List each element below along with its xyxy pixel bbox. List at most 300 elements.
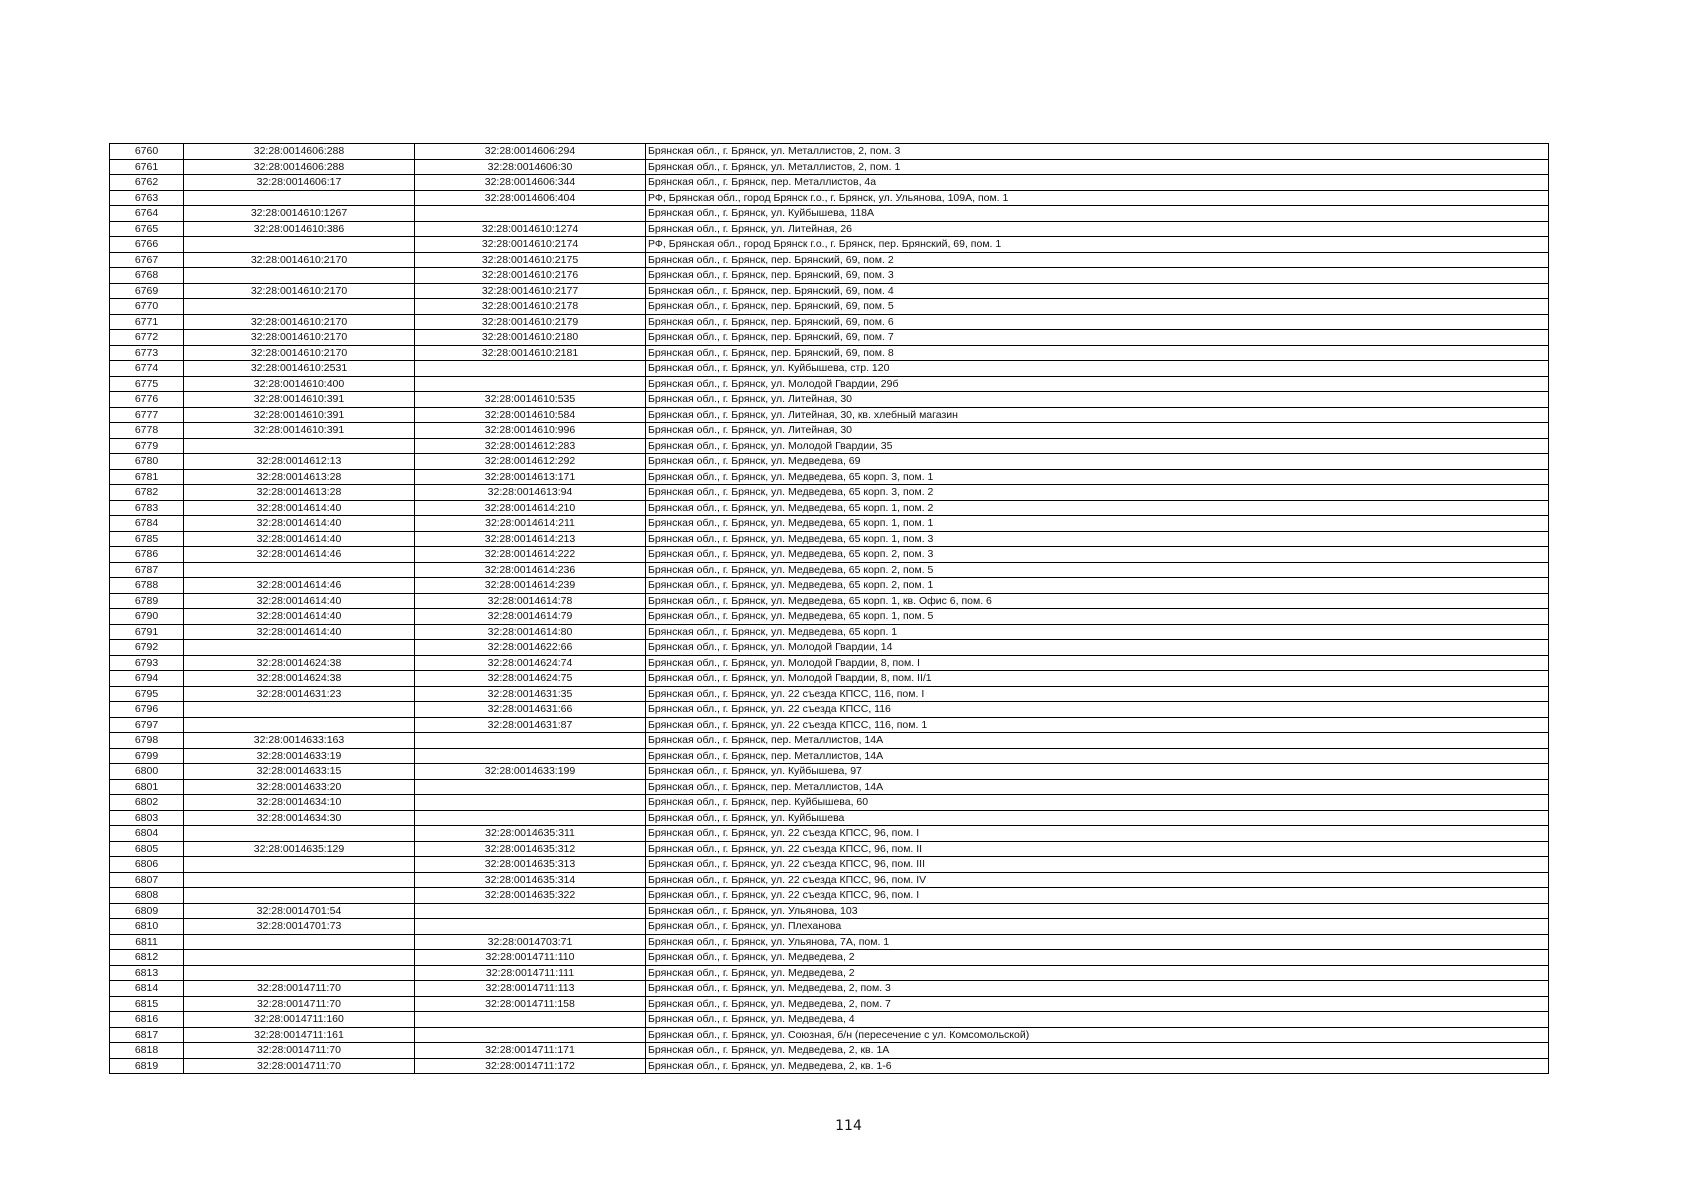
property-number-cell: 32:28:0014610:1274 (415, 221, 646, 237)
table-row (110, 206, 1549, 222)
row-number-cell: 6766 (110, 237, 184, 253)
land-parcel-number-cell: 32:28:0014614:40 (184, 609, 415, 625)
table-row (110, 221, 1549, 237)
address-cell: Брянская обл., г. Брянск, ул. Союзная, б/н (пересечение с ул. Комсомольской) (646, 1027, 1549, 1043)
table-row (110, 795, 1549, 811)
address-cell: Брянская обл., г. Брянск, пер. Металлистов, 14А (646, 748, 1549, 764)
property-number-cell: 32:28:0014606:30 (415, 159, 646, 175)
address-cell: Брянская обл., г. Брянск, пер. Металлистов, 14А (646, 733, 1549, 749)
row-number-cell: 6815 (110, 996, 184, 1012)
table-body (110, 144, 1549, 1074)
property-number-cell: 32:28:0014711:111 (415, 965, 646, 981)
property-number-cell: 32:28:0014711:158 (415, 996, 646, 1012)
property-number-cell: 32:28:0014614:236 (415, 562, 646, 578)
address-cell: Брянская обл., г. Брянск, ул. Медведева, 65 корп. 2, пом. 5 (646, 562, 1549, 578)
property-number-cell: 32:28:0014612:292 (415, 454, 646, 470)
table-row (110, 965, 1549, 981)
land-parcel-number-cell: 32:28:0014633:15 (184, 764, 415, 780)
address-cell: Брянская обл., г. Брянск, ул. Металлистов, 2, пом. 3 (646, 144, 1549, 160)
property-number-cell: 32:28:0014606:294 (415, 144, 646, 160)
row-number-cell: 6795 (110, 686, 184, 702)
row-number-cell: 6786 (110, 547, 184, 563)
table-row (110, 485, 1549, 501)
row-number-cell: 6796 (110, 702, 184, 718)
land-parcel-number-cell (184, 438, 415, 454)
table-row (110, 950, 1549, 966)
row-number-cell: 6762 (110, 175, 184, 191)
land-parcel-number-cell: 32:28:0014634:30 (184, 810, 415, 826)
row-number-cell: 6761 (110, 159, 184, 175)
property-number-cell (415, 903, 646, 919)
address-cell: Брянская обл., г. Брянск, ул. Медведева, 2, кв. 1А (646, 1043, 1549, 1059)
address-cell: Брянская обл., г. Брянск, пер. Брянский, 69, пом. 2 (646, 252, 1549, 268)
table-row (110, 469, 1549, 485)
row-number-cell: 6765 (110, 221, 184, 237)
address-cell: Брянская обл., г. Брянск, ул. Плеханова (646, 919, 1549, 935)
address-cell: Брянская обл., г. Брянск, ул. Куйбышева, 118А (646, 206, 1549, 222)
address-cell: Брянская обл., г. Брянск, ул. Металлистов, 2, пом. 1 (646, 159, 1549, 175)
table-row (110, 1043, 1549, 1059)
property-number-cell: 32:28:0014711:171 (415, 1043, 646, 1059)
address-cell: Брянская обл., г. Брянск, ул. 22 съезда КПСС, 96, пом. IV (646, 872, 1549, 888)
cadastral-registry-table (109, 143, 1549, 1074)
property-number-cell: 32:28:0014711:110 (415, 950, 646, 966)
table-row (110, 888, 1549, 904)
address-cell: Брянская обл., г. Брянск, ул. 22 съезда КПСС, 96, пом. I (646, 888, 1549, 904)
address-cell: Брянская обл., г. Брянск, ул. Медведева, 2 (646, 950, 1549, 966)
address-cell: РФ, Брянская обл., город Брянск г.о., г. Брянск, пер. Брянский, 69, пом. 1 (646, 237, 1549, 253)
table-row (110, 345, 1549, 361)
property-number-cell: 32:28:0014610:996 (415, 423, 646, 439)
address-cell: РФ, Брянская обл., город Брянск г.о., г. Брянск, ул. Ульянова, 109А, пом. 1 (646, 190, 1549, 206)
table-row (110, 671, 1549, 687)
land-parcel-number-cell: 32:28:0014633:19 (184, 748, 415, 764)
row-number-cell: 6789 (110, 593, 184, 609)
table-row (110, 919, 1549, 935)
property-number-cell (415, 376, 646, 392)
page-number: 114 (835, 1118, 862, 1134)
address-cell: Брянская обл., г. Брянск, ул. Молодой Гвардии, 35 (646, 438, 1549, 454)
row-number-cell: 6774 (110, 361, 184, 377)
table-row (110, 252, 1549, 268)
row-number-cell: 6818 (110, 1043, 184, 1059)
property-number-cell: 32:28:0014610:2180 (415, 330, 646, 346)
property-number-cell: 32:28:0014635:313 (415, 857, 646, 873)
table-row (110, 376, 1549, 392)
property-number-cell: 32:28:0014606:344 (415, 175, 646, 191)
table-row (110, 903, 1549, 919)
row-number-cell: 6769 (110, 283, 184, 299)
table-row (110, 423, 1549, 439)
row-number-cell: 6803 (110, 810, 184, 826)
land-parcel-number-cell (184, 237, 415, 253)
row-number-cell: 6790 (110, 609, 184, 625)
land-parcel-number-cell: 32:28:0014701:73 (184, 919, 415, 935)
land-parcel-number-cell: 32:28:0014610:2531 (184, 361, 415, 377)
row-number-cell: 6780 (110, 454, 184, 470)
row-number-cell: 6777 (110, 407, 184, 423)
table-row (110, 190, 1549, 206)
row-number-cell: 6764 (110, 206, 184, 222)
row-number-cell: 6816 (110, 1012, 184, 1028)
property-number-cell: 32:28:0014613:171 (415, 469, 646, 485)
table-row (110, 1027, 1549, 1043)
address-cell: Брянская обл., г. Брянск, ул. Ульянова, 7А, пом. 1 (646, 934, 1549, 950)
row-number-cell: 6770 (110, 299, 184, 315)
land-parcel-number-cell: 32:28:0014610:2170 (184, 252, 415, 268)
row-number-cell: 6794 (110, 671, 184, 687)
table-row (110, 872, 1549, 888)
address-cell: Брянская обл., г. Брянск, ул. 22 съезда КПСС, 116 (646, 702, 1549, 718)
land-parcel-number-cell: 32:28:0014711:70 (184, 1043, 415, 1059)
row-number-cell: 6800 (110, 764, 184, 780)
table-row (110, 981, 1549, 997)
land-parcel-number-cell: 32:28:0014701:54 (184, 903, 415, 919)
address-cell: Брянская обл., г. Брянск, ул. Медведева, 65 корп. 1, кв. Офис 6, пом. 6 (646, 593, 1549, 609)
address-cell: Брянская обл., г. Брянск, ул. Медведева, 65 корп. 3, пом. 2 (646, 485, 1549, 501)
row-number-cell: 6805 (110, 841, 184, 857)
table-row (110, 810, 1549, 826)
land-parcel-number-cell: 32:28:0014606:288 (184, 144, 415, 160)
address-cell: Брянская обл., г. Брянск, ул. Медведева, 65 корп. 1, пом. 3 (646, 531, 1549, 547)
land-parcel-number-cell (184, 190, 415, 206)
land-parcel-number-cell: 32:28:0014610:2170 (184, 330, 415, 346)
land-parcel-number-cell: 32:28:0014614:40 (184, 593, 415, 609)
row-number-cell: 6804 (110, 826, 184, 842)
table-row (110, 531, 1549, 547)
property-number-cell: 32:28:0014610:2174 (415, 237, 646, 253)
land-parcel-number-cell (184, 965, 415, 981)
property-number-cell (415, 206, 646, 222)
table-row (110, 624, 1549, 640)
land-parcel-number-cell: 32:28:0014614:46 (184, 547, 415, 563)
property-number-cell: 32:28:0014631:87 (415, 717, 646, 733)
property-number-cell: 32:28:0014612:283 (415, 438, 646, 454)
property-number-cell (415, 1027, 646, 1043)
land-parcel-number-cell: 32:28:0014634:10 (184, 795, 415, 811)
table-row (110, 593, 1549, 609)
table-row (110, 392, 1549, 408)
address-cell: Брянская обл., г. Брянск, ул. Медведева, 2, пом. 7 (646, 996, 1549, 1012)
property-number-cell: 32:28:0014703:71 (415, 934, 646, 950)
address-cell: Брянская обл., г. Брянск, ул. 22 съезда КПСС, 96, пом. II (646, 841, 1549, 857)
row-number-cell: 6781 (110, 469, 184, 485)
land-parcel-number-cell: 32:28:0014711:70 (184, 981, 415, 997)
address-cell: Брянская обл., г. Брянск, ул. Молодой Гвардии, 14 (646, 640, 1549, 656)
table-row (110, 547, 1549, 563)
address-cell: Брянская обл., г. Брянск, ул. Литейная, 30, кв. хлебный магазин (646, 407, 1549, 423)
row-number-cell: 6772 (110, 330, 184, 346)
row-number-cell: 6775 (110, 376, 184, 392)
address-cell: Брянская обл., г. Брянск, ул. Литейная, 26 (646, 221, 1549, 237)
address-cell: Брянская обл., г. Брянск, ул. Молодой Гвардии, 8, пом. I (646, 655, 1549, 671)
row-number-cell: 6778 (110, 423, 184, 439)
property-number-cell (415, 733, 646, 749)
address-cell: Брянская обл., г. Брянск, ул. 22 съезда КПСС, 96, пом. III (646, 857, 1549, 873)
row-number-cell: 6779 (110, 438, 184, 454)
row-number-cell: 6782 (110, 485, 184, 501)
row-number-cell: 6806 (110, 857, 184, 873)
property-number-cell (415, 1012, 646, 1028)
row-number-cell: 6783 (110, 500, 184, 516)
property-number-cell: 32:28:0014614:222 (415, 547, 646, 563)
property-number-cell: 32:28:0014610:2181 (415, 345, 646, 361)
property-number-cell: 32:28:0014624:74 (415, 655, 646, 671)
property-number-cell: 32:28:0014614:80 (415, 624, 646, 640)
land-parcel-number-cell: 32:28:0014711:70 (184, 996, 415, 1012)
row-number-cell: 6768 (110, 268, 184, 284)
property-number-cell: 32:28:0014631:66 (415, 702, 646, 718)
land-parcel-number-cell: 32:28:0014610:2170 (184, 314, 415, 330)
land-parcel-number-cell (184, 888, 415, 904)
address-cell: Брянская обл., г. Брянск, ул. Медведева, 69 (646, 454, 1549, 470)
table-row (110, 1012, 1549, 1028)
property-number-cell: 32:28:0014614:213 (415, 531, 646, 547)
row-number-cell: 6791 (110, 624, 184, 640)
land-parcel-number-cell (184, 950, 415, 966)
table-row (110, 330, 1549, 346)
land-parcel-number-cell: 32:28:0014610:2170 (184, 345, 415, 361)
table-row (110, 159, 1549, 175)
row-number-cell: 6812 (110, 950, 184, 966)
address-cell: Брянская обл., г. Брянск, ул. 22 съезда КПСС, 116, пом. I (646, 686, 1549, 702)
land-parcel-number-cell (184, 562, 415, 578)
row-number-cell: 6797 (110, 717, 184, 733)
land-parcel-number-cell (184, 299, 415, 315)
property-number-cell: 32:28:0014622:66 (415, 640, 646, 656)
table-row (110, 268, 1549, 284)
land-parcel-number-cell: 32:28:0014711:160 (184, 1012, 415, 1028)
address-cell: Брянская обл., г. Брянск, ул. Куйбышева, стр. 120 (646, 361, 1549, 377)
row-number-cell: 6792 (110, 640, 184, 656)
row-number-cell: 6814 (110, 981, 184, 997)
address-cell: Брянская обл., г. Брянск, пер. Брянский, 69, пом. 5 (646, 299, 1549, 315)
land-parcel-number-cell: 32:28:0014711:70 (184, 1058, 415, 1074)
property-number-cell: 32:28:0014614:239 (415, 578, 646, 594)
row-number-cell: 6793 (110, 655, 184, 671)
address-cell: Брянская обл., г. Брянск, пер. Металлистов, 4а (646, 175, 1549, 191)
address-cell: Брянская обл., г. Брянск, пер. Брянский, 69, пом. 3 (646, 268, 1549, 284)
address-cell: Брянская обл., г. Брянск, ул. Литейная, 30 (646, 392, 1549, 408)
address-cell: Брянская обл., г. Брянск, ул. Медведева, 65 корп. 2, пом. 3 (646, 547, 1549, 563)
row-number-cell: 6813 (110, 965, 184, 981)
table-row (110, 407, 1549, 423)
property-number-cell: 32:28:0014610:2177 (415, 283, 646, 299)
row-number-cell: 6763 (110, 190, 184, 206)
land-parcel-number-cell: 32:28:0014610:2170 (184, 283, 415, 299)
land-parcel-number-cell (184, 857, 415, 873)
land-parcel-number-cell: 32:28:0014614:40 (184, 531, 415, 547)
land-parcel-number-cell (184, 640, 415, 656)
property-number-cell: 32:28:0014635:322 (415, 888, 646, 904)
table-row (110, 841, 1549, 857)
table-row (110, 640, 1549, 656)
table-row (110, 826, 1549, 842)
property-number-cell: 32:28:0014635:311 (415, 826, 646, 842)
land-parcel-number-cell (184, 717, 415, 733)
property-number-cell (415, 748, 646, 764)
land-parcel-number-cell (184, 826, 415, 842)
property-number-cell: 32:28:0014614:210 (415, 500, 646, 516)
property-number-cell: 32:28:0014635:312 (415, 841, 646, 857)
row-number-cell: 6817 (110, 1027, 184, 1043)
address-cell: Брянская обл., г. Брянск, пер. Металлистов, 14А (646, 779, 1549, 795)
row-number-cell: 6760 (110, 144, 184, 160)
property-number-cell: 32:28:0014635:314 (415, 872, 646, 888)
address-cell: Брянская обл., г. Брянск, ул. Куйбышева, 97 (646, 764, 1549, 780)
table-row (110, 454, 1549, 470)
table-row (110, 733, 1549, 749)
land-parcel-number-cell: 32:28:0014614:40 (184, 624, 415, 640)
land-parcel-number-cell: 32:28:0014633:163 (184, 733, 415, 749)
address-cell: Брянская обл., г. Брянск, ул. Медведева, 65 корп. 2, пом. 1 (646, 578, 1549, 594)
address-cell: Брянская обл., г. Брянск, пер. Брянский, 69, пом. 4 (646, 283, 1549, 299)
land-parcel-number-cell: 32:28:0014614:40 (184, 500, 415, 516)
land-parcel-number-cell: 32:28:0014624:38 (184, 655, 415, 671)
table-row (110, 702, 1549, 718)
address-cell: Брянская обл., г. Брянск, пер. Брянский, 69, пом. 6 (646, 314, 1549, 330)
row-number-cell: 6767 (110, 252, 184, 268)
table-row (110, 500, 1549, 516)
land-parcel-number-cell: 32:28:0014635:129 (184, 841, 415, 857)
property-number-cell: 32:28:0014711:172 (415, 1058, 646, 1074)
land-parcel-number-cell: 32:28:0014610:386 (184, 221, 415, 237)
row-number-cell: 6771 (110, 314, 184, 330)
property-number-cell: 32:28:0014614:79 (415, 609, 646, 625)
land-parcel-number-cell: 32:28:0014614:46 (184, 578, 415, 594)
property-number-cell: 32:28:0014610:2178 (415, 299, 646, 315)
address-cell: Брянская обл., г. Брянск, ул. Медведева, 2, пом. 3 (646, 981, 1549, 997)
row-number-cell: 6808 (110, 888, 184, 904)
table-row (110, 299, 1549, 315)
land-parcel-number-cell: 32:28:0014614:40 (184, 516, 415, 532)
table-row (110, 686, 1549, 702)
row-number-cell: 6785 (110, 531, 184, 547)
property-number-cell: 32:28:0014610:584 (415, 407, 646, 423)
address-cell: Брянская обл., г. Брянск, ул. Медведева, 2 (646, 965, 1549, 981)
property-number-cell: 32:28:0014631:35 (415, 686, 646, 702)
property-number-cell: 32:28:0014614:211 (415, 516, 646, 532)
table-row (110, 779, 1549, 795)
row-number-cell: 6799 (110, 748, 184, 764)
property-number-cell: 32:28:0014606:404 (415, 190, 646, 206)
land-parcel-number-cell: 32:28:0014613:28 (184, 469, 415, 485)
address-cell: Брянская обл., г. Брянск, ул. Медведева, 2, кв. 1-6 (646, 1058, 1549, 1074)
land-parcel-number-cell: 32:28:0014610:391 (184, 407, 415, 423)
address-cell: Брянская обл., г. Брянск, ул. Литейная, 30 (646, 423, 1549, 439)
row-number-cell: 6784 (110, 516, 184, 532)
table-row (110, 764, 1549, 780)
land-parcel-number-cell: 32:28:0014610:1267 (184, 206, 415, 222)
address-cell: Брянская обл., г. Брянск, ул. 22 съезда КПСС, 96, пом. I (646, 826, 1549, 842)
table-row (110, 562, 1549, 578)
address-cell: Брянская обл., г. Брянск, ул. Молодой Гвардии, 29б (646, 376, 1549, 392)
property-number-cell (415, 810, 646, 826)
land-parcel-number-cell (184, 702, 415, 718)
table-row (110, 857, 1549, 873)
property-number-cell: 32:28:0014613:94 (415, 485, 646, 501)
property-number-cell (415, 361, 646, 377)
row-number-cell: 6819 (110, 1058, 184, 1074)
row-number-cell: 6802 (110, 795, 184, 811)
property-number-cell: 32:28:0014610:2176 (415, 268, 646, 284)
table-row (110, 516, 1549, 532)
row-number-cell: 6773 (110, 345, 184, 361)
address-cell: Брянская обл., г. Брянск, ул. Медведева, 65 корп. 1, пом. 1 (646, 516, 1549, 532)
property-number-cell: 32:28:0014624:75 (415, 671, 646, 687)
address-cell: Брянская обл., г. Брянск, пер. Брянский, 69, пом. 7 (646, 330, 1549, 346)
address-cell: Брянская обл., г. Брянск, ул. 22 съезда КПСС, 116, пом. 1 (646, 717, 1549, 733)
land-parcel-number-cell: 32:28:0014613:28 (184, 485, 415, 501)
address-cell: Брянская обл., г. Брянск, ул. Медведева, 65 корп. 3, пом. 1 (646, 469, 1549, 485)
table-row (110, 655, 1549, 671)
land-parcel-number-cell: 32:28:0014612:13 (184, 454, 415, 470)
address-cell: Брянская обл., г. Брянск, ул. Медведева, 65 корп. 1, пом. 2 (646, 500, 1549, 516)
address-cell: Брянская обл., г. Брянск, пер. Куйбышева, 60 (646, 795, 1549, 811)
address-cell: Брянская обл., г. Брянск, ул. Медведева, 65 корп. 1 (646, 624, 1549, 640)
table-row (110, 314, 1549, 330)
land-parcel-number-cell: 32:28:0014624:38 (184, 671, 415, 687)
property-number-cell: 32:28:0014633:199 (415, 764, 646, 780)
row-number-cell: 6798 (110, 733, 184, 749)
table-row (110, 717, 1549, 733)
property-number-cell (415, 919, 646, 935)
table-row (110, 438, 1549, 454)
row-number-cell: 6807 (110, 872, 184, 888)
row-number-cell: 6776 (110, 392, 184, 408)
row-number-cell: 6801 (110, 779, 184, 795)
property-number-cell (415, 795, 646, 811)
property-number-cell (415, 779, 646, 795)
property-number-cell: 32:28:0014610:2179 (415, 314, 646, 330)
land-parcel-number-cell (184, 872, 415, 888)
table-row (110, 578, 1549, 594)
land-parcel-number-cell: 32:28:0014610:391 (184, 423, 415, 439)
land-parcel-number-cell: 32:28:0014631:23 (184, 686, 415, 702)
address-cell: Брянская обл., г. Брянск, ул. Медведева, 4 (646, 1012, 1549, 1028)
address-cell: Брянская обл., г. Брянск, ул. Молодой Гвардии, 8, пом. II/1 (646, 671, 1549, 687)
table-row (110, 144, 1549, 160)
table-row (110, 934, 1549, 950)
property-number-cell: 32:28:0014610:535 (415, 392, 646, 408)
address-cell: Брянская обл., г. Брянск, ул. Куйбышева (646, 810, 1549, 826)
land-parcel-number-cell: 32:28:0014610:391 (184, 392, 415, 408)
land-parcel-number-cell: 32:28:0014633:20 (184, 779, 415, 795)
address-cell: Брянская обл., г. Брянск, ул. Медведева, 65 корп. 1, пом. 5 (646, 609, 1549, 625)
row-number-cell: 6787 (110, 562, 184, 578)
land-parcel-number-cell: 32:28:0014606:17 (184, 175, 415, 191)
property-number-cell: 32:28:0014610:2175 (415, 252, 646, 268)
land-parcel-number-cell (184, 268, 415, 284)
table-row (110, 283, 1549, 299)
table-row (110, 996, 1549, 1012)
row-number-cell: 6811 (110, 934, 184, 950)
row-number-cell: 6810 (110, 919, 184, 935)
table-row (110, 609, 1549, 625)
property-number-cell: 32:28:0014711:113 (415, 981, 646, 997)
table-row (110, 237, 1549, 253)
row-number-cell: 6809 (110, 903, 184, 919)
table-row (110, 361, 1549, 377)
table-row (110, 1058, 1549, 1074)
land-parcel-number-cell (184, 934, 415, 950)
table-row (110, 748, 1549, 764)
row-number-cell: 6788 (110, 578, 184, 594)
property-number-cell: 32:28:0014614:78 (415, 593, 646, 609)
address-cell: Брянская обл., г. Брянск, пер. Брянский, 69, пом. 8 (646, 345, 1549, 361)
table-row (110, 175, 1549, 191)
land-parcel-number-cell: 32:28:0014711:161 (184, 1027, 415, 1043)
